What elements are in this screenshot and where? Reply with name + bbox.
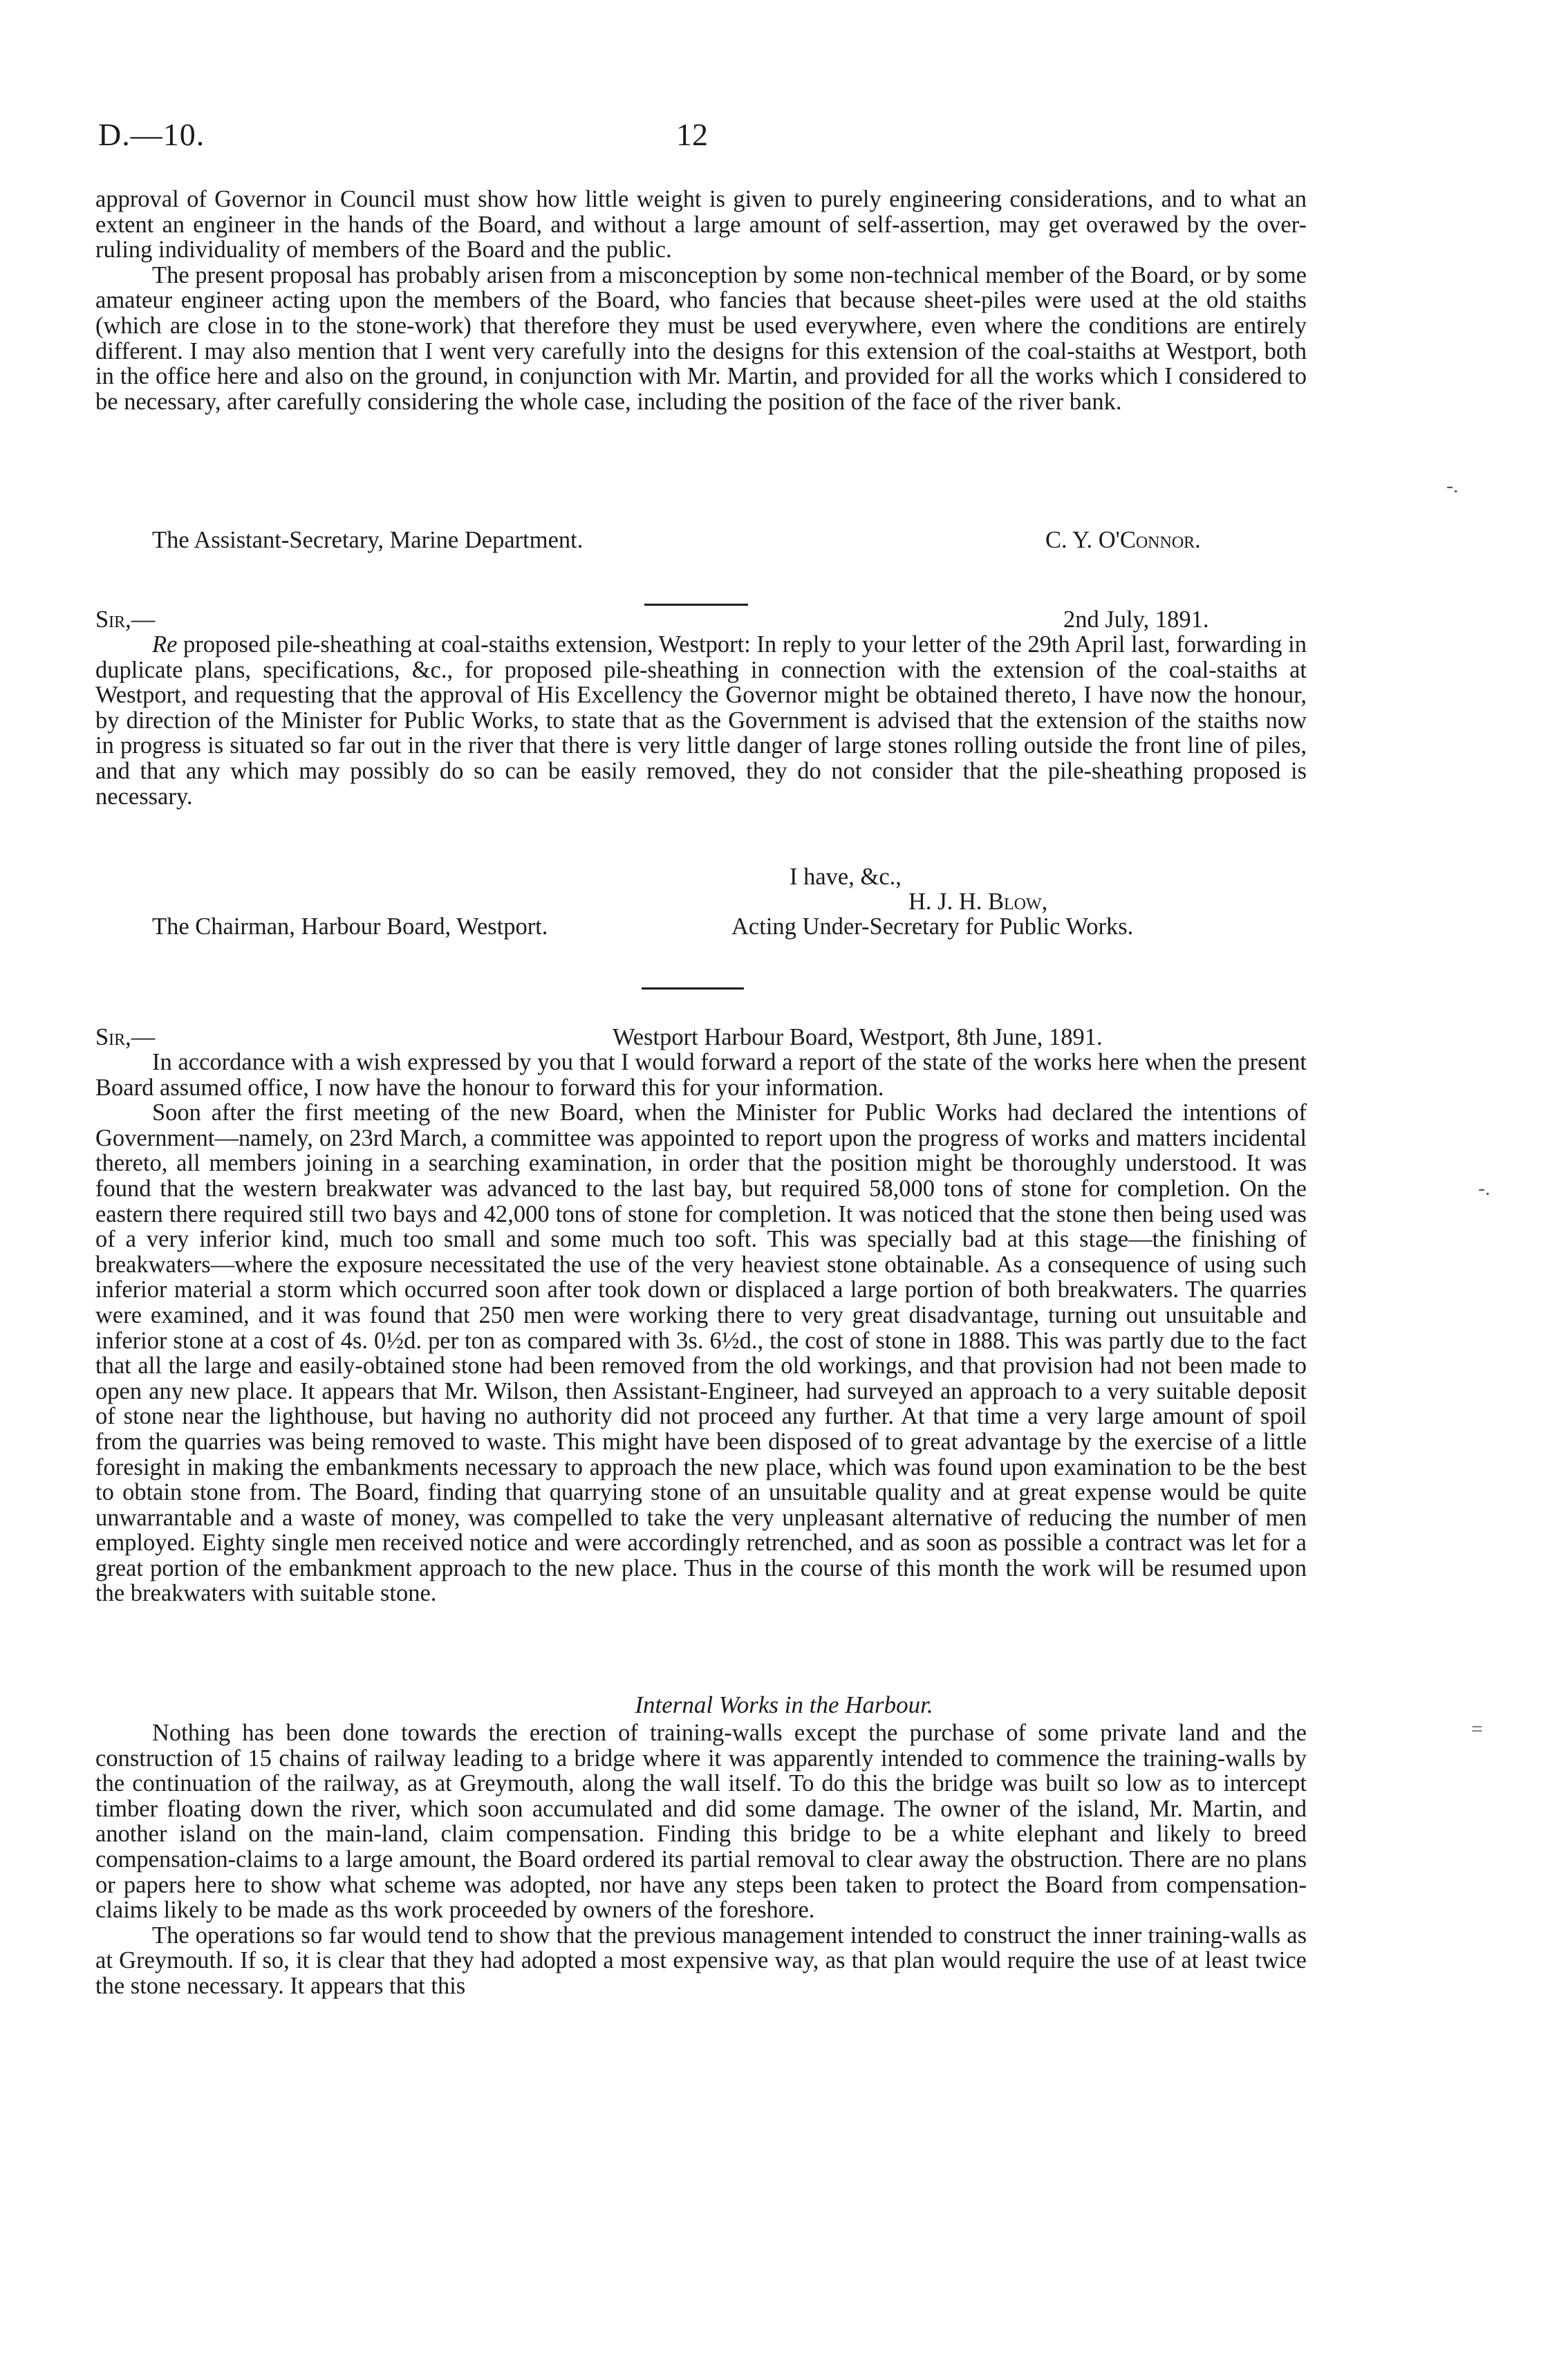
letter-dateline: Westport Harbour Board, Westport, 8th June, 1891.: [613, 1024, 1103, 1050]
paragraph-text: proposed pile-sheathing at coal-staiths extension, Westport: In reply to your letter of the 29th April last, forwarding in duplicate plans, specifications, &c., for proposed pile-sheathing in connection with the extension of the coal-staiths at Westport, and requesting that the approval of His Excellency the Governor might be obtained thereto, I have now the honour, by direction of the Minister for Public Works, to state that as the Government is advised that the extension of the staiths now in progress is situated so far out in the river that there is very little danger of large stones rolling outside the front line of piles, and that any which may possibly do so can be easily removed, they do not consider that the pile-sheathing proposed is necessary.: [95, 631, 1307, 810]
closing: I have, &c.,: [790, 864, 902, 890]
section-divider: [644, 604, 748, 606]
paragraph: In accordance with a wish expressed by you that I would forward a report of the state of the works here when the present Board assumed office, I now have the honour to forward this for your information.: [95, 1049, 1307, 1101]
paragraph: approval of Governor in Council must show how little weight is given to purely engineering considerations, and to what an extent an engineer in the hands of the Board, and without a large amount of self-assertion, may get overawed by the over-ruling individuality of members of the Board and the public.: [95, 186, 1307, 263]
paragraph: Soon after the first meeting of the new Board, when the Minister for Public Works had declared the intentions of Government—namely, on 23rd March, a committee was appointed to report upon the progress of works and matters incidental thereto, all members joining in a searching examination, in order that the position might be thoroughly understood. It was found that the western breakwater was advanced to the last bay, but required 58,000 tons of stone for completion. On the eastern there required still two bays and 42,000 tons of stone for completion. It was noticed that the stone then being used was of a very inferior kind, much too small and some much too soft. This was specially bad at this stage—the finishing of breakwaters—where the exposure necessitated the use of the very heaviest stone obtainable. As a consequence of using such inferior material a storm which occurred soon after took down or displaced a large portion of both breakwaters. The quarries were examined, and it was found that 250 men were working there to very great disadvantage, turning out unsuitable and inferior stone at a cost of 4s. 0½d. per ton as compared with 3s. 6½d., the cost of stone in 1888. This was partly due to the fact that all the large and easily-obtained stone had been removed from the old workings, and that provision had not been made to open any new place. It appears that Mr. Wilson, then Assistant-Engineer, had surveyed an approach to a very suitable deposit of stone near the lighthouse, but having no authority did not proceed any further. At that time a very large amount of spoil from the quarries was being removed to waste. This might have been disposed of to great advantage by the exercise of a little foresight in making the embankments necessary to approach the new place, which was found upon examination to be the best to obtain stone from. The Board, finding that quarrying stone of an unsuitable quality and at great expense would be quite unwarrantable and a waste of money, was compelled to take the very unpleasant alternative of reducing the number of men employed. Eighty single men received notice and were accordingly retrenched, and as soon as possible a contract was let for a great portion of the embankment approach to the new place. Thus in the course of this month the work will be resumed upon the breakwaters with suitable stone.: [95, 1099, 1307, 1607]
addressee: The Assistant-Secretary, Marine Department.: [152, 527, 584, 553]
page-number: 12: [676, 117, 708, 152]
signer-name: H. J. H. Blow,: [908, 889, 1048, 915]
re-label: Re: [152, 631, 178, 658]
paragraph: The present proposal has probably arisen from a misconception by some non-technical member of the Board, or by some amateur engineer acting upon the members of the Board, who fancies that because sheet-piles were used at the old staiths (which are close in to the stone-work) that therefore they must be used everywhere, even where the conditions are entirely different. I may also mention that I went very carefully into the designs for this extension of the coal-staiths at Westport, both in the office here and also on the ground, in conjunction with Mr. Martin, and provided for all the works which I considered to be necessary, after carefully considering the whole case, including the position of the face of the river bank.: [95, 261, 1307, 415]
paragraph: [95, 632, 1307, 809]
salutation: Sir,—: [95, 606, 156, 633]
letter-body: [95, 1050, 1307, 1606]
paragraph: The operations so far would tend to show that the previous management intended to construct the inner training-walls as at Greymouth. If so, it is clear that they had adopted a most expensive way, as that plan would require the use of at least twice the stone necessary. It appears that this: [95, 1922, 1307, 1999]
section-heading: Internal Works in the Harbour.: [635, 1691, 933, 1718]
scan-mark: =: [1471, 1718, 1483, 1740]
letter-date: 2nd July, 1891.: [1063, 606, 1209, 633]
signature: C. Y. O'Connor.: [1045, 527, 1201, 553]
salutation: Sir,—: [95, 1024, 156, 1050]
addressee: The Chairman, Harbour Board, Westport.: [152, 913, 548, 940]
paragraph: Nothing has been done towards the erection of training-walls except the purchase of some private land and the construction of 15 chains of railway leading to a bridge where it was apparently intended to commence the training-walls by the continuation of the railway, as at Greymouth, along the wall itself. To do this the bridge was built so low as to intercept timber floating down the river, which soon accumulated and did some damage. The owner of the island, Mr. Martin, and another island on the main-land, claim compensation. Finding this bridge to be a white elephant and likely to breed compensation-claims to a large amount, the Board ordered its partial removal to clear away the obstruction. There are no plans or papers here to show what scheme was adopted, nor have any steps been taken to protect the Board from compensation-claims likely to be made as ths work proceeded by owners of the foreshore.: [95, 1720, 1307, 1924]
scan-mark: -.: [1446, 474, 1459, 497]
letter-body: [95, 632, 1307, 809]
continued-letter: [95, 187, 1307, 414]
letter-body-continued: [95, 1720, 1307, 1999]
document-reference: D.—10.: [98, 117, 205, 152]
signer-title: Acting Under-Secretary for Public Works.: [731, 913, 1134, 940]
section-divider: [642, 987, 744, 989]
scan-mark: -.: [1478, 1177, 1491, 1200]
